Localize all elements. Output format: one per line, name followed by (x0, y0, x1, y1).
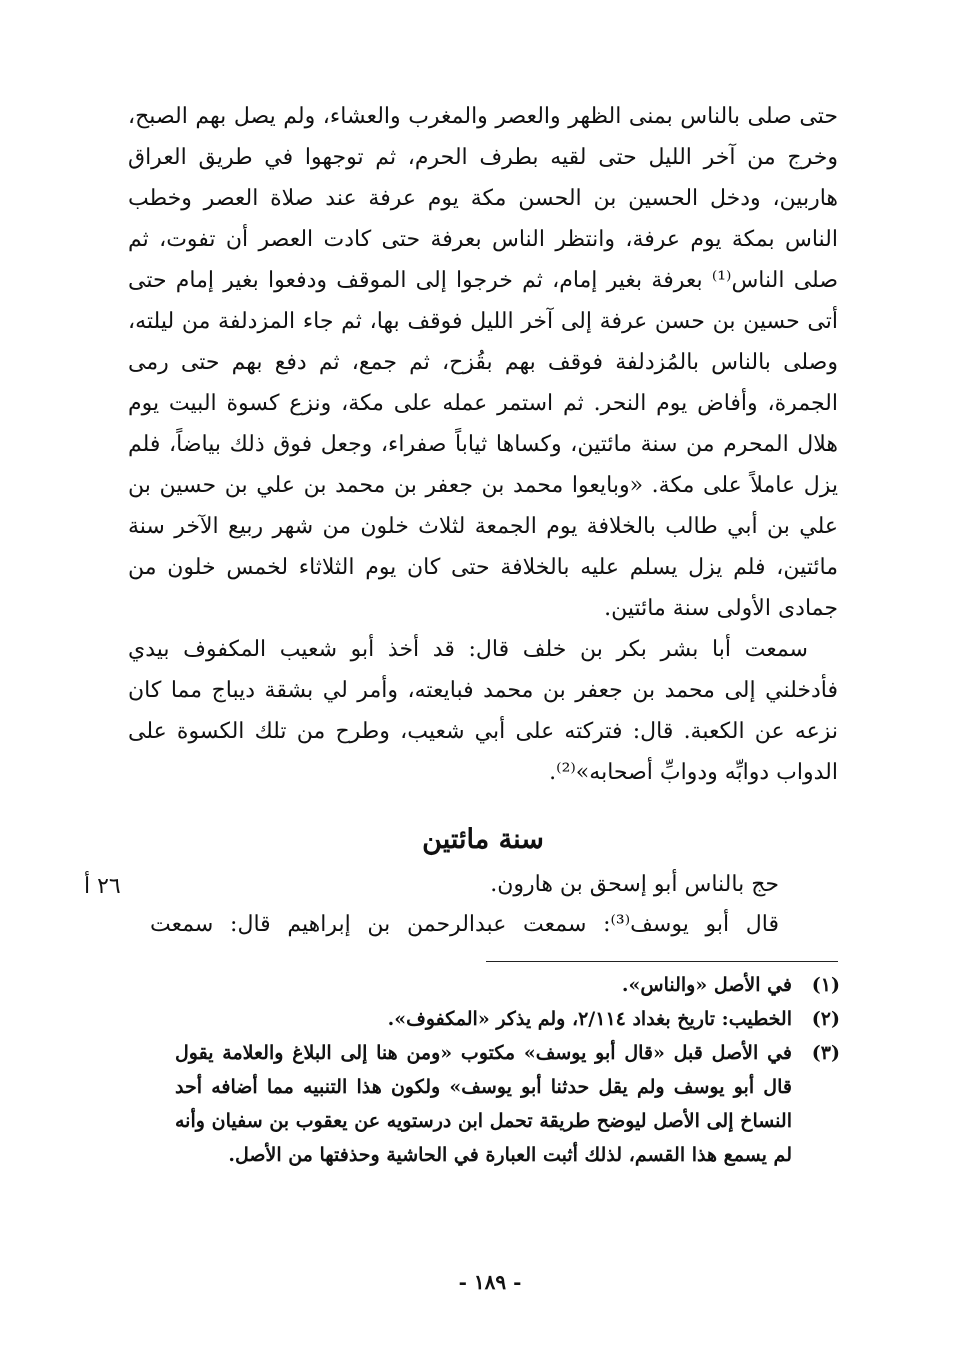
footnote-text: الخطيب: تاريخ بغداد ٢/١١٤، ولم يذكر «المكفوف». (387, 1008, 792, 1030)
section-line-2: قال أبو يوسف⁽³⁾: سمعت عبدالرحمن بن إبراهيم قال: سمعت (150, 912, 780, 937)
body-paragraph-2: سمعت أبا بشر بكر بن خلف قال: قد أخذ أبو شعيب المكفوف بيدي فأدخلني إلى محمد بن جعفر بن محمد فبايعته، وأمر لي بشقة ديباج مما كان نزعه عن الكعبة. قال: فتركته على أبي شعيب، وطرح من تلك الكسوة على الدواب دوابِّه ودوابِّ أصحابه»⁽²⁾. (128, 637, 838, 785)
page-number: - ١٨٩ - (458, 1270, 522, 1294)
footnotes-block (175, 968, 840, 1172)
footnote-divider (486, 961, 838, 962)
footnote-number: (١) (811, 974, 840, 996)
footnote-text: في الأصل «والناس». (621, 974, 792, 996)
footnote-3 (175, 1036, 840, 1172)
footnote-number: (٣) (811, 1042, 840, 1064)
footnote-number: (٢) (811, 1008, 840, 1030)
main-text-block (128, 96, 838, 793)
body-paragraph-1: حتى صلى بالناس بمنى الظهر والعصر والمغرب والعشاء، ولم يصل بهم الصبح، وخرج من آخر الليل حتى لقيه بطرف الحرم، ثم توجهوا في طريق العراق هاربين، ودخل الحسين بن الحسن مكة يوم عرفة عند صلاة العصر وخطب الناس بمكة يوم عرفة، وانتظر الناس بعرفة حتى كادت العصر أن تفوت، ثم صلى الناس⁽¹⁾ بعرفة بغير إمام، ثم خرجوا إلى الموقف ودفعوا بغير إمام حتى أتى حسين بن حسن عرفة إلى آخر الليل فوقف بها، ثم جاء المزدلفة من ليلته، وصلى بالناس بالمُزدلفة فوقف بهم بقُزح، ثم جمع، ثم دفع بهم حتى رمى الجمرة، وأفاض يوم النحر. ثم استمر عمله على مكة، ونزع كسوة البيت يوم هلال المحرم من سنة مائتين، وكساها ثياباً صفراء، وجعل فوق ذلك بياضاً، فلم يزل عاملاً على مكة. «وبايعوا محمد بن جعفر بن محمد بن علي بن حسين بن علي بن أبي طالب بالخلافة يوم الجمعة لثلاث خلون من شهر ربيع الآخر سنة مائتين، فلم يزل يسلم عليه بالخلافة حتى كان يوم الثلاثاء لخمس خلون من جمادى الأولى سنة مائتين. (128, 104, 838, 621)
section-line-1: حج بالناس أبو إسحق بن هارون. (490, 872, 779, 897)
section-heading: سنة مائتين (422, 824, 544, 855)
footnote-text: في الأصل قبل «قال أبو يوسف» مكتوب «ومن هنا إلى البلاغ والعلامة يقول قال أبو يوسف ولم يقل حدثنا أبو يوسف» ولكون هذا التنبيه مما أضافه أحد النساخ إلى الأصل ليوضح طريقة تحمل ابن درستويه عن يعقوب بن سفيان وأنه لم يسمع هذا القسم، لذلك أثبت العبارة في الحاشية وحذفتها من الأصل. (175, 1042, 792, 1166)
margin-folio-note: ٢٦ أ (84, 874, 121, 899)
footnote-2 (175, 1002, 840, 1036)
footnote-1 (175, 968, 840, 1002)
